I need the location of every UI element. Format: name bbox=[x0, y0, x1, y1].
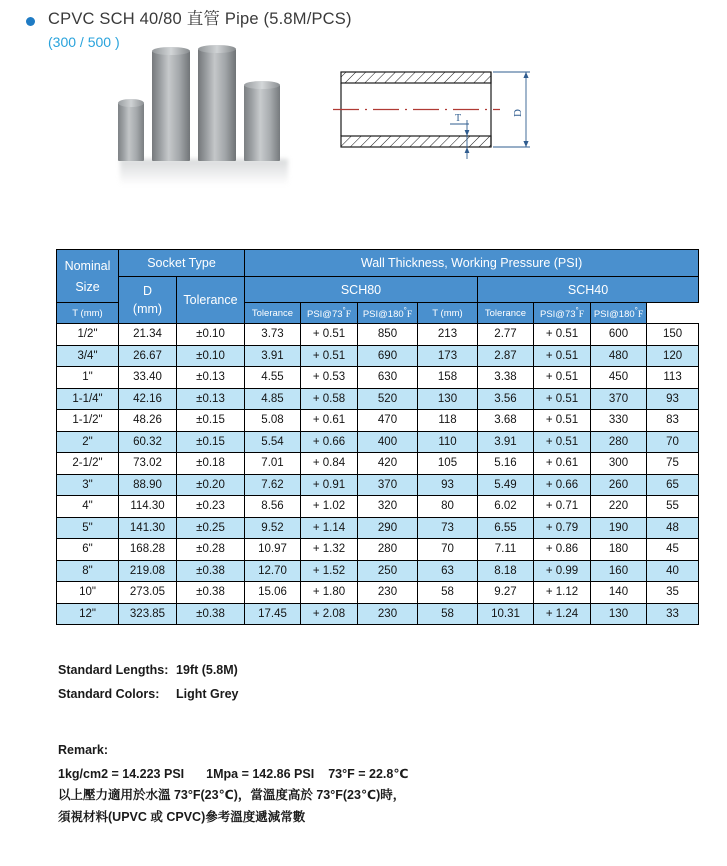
table-cell: 105 bbox=[418, 453, 478, 475]
table-row bbox=[57, 560, 699, 582]
table-cell: 5.08 bbox=[245, 410, 301, 432]
remark-line-2: 以上壓力適用於水溫 73°F(23℃)，當溫度高於 73°F(23℃)時， bbox=[58, 788, 406, 802]
table-cell: 420 bbox=[358, 453, 418, 475]
table-cell: 65 bbox=[647, 474, 699, 496]
table-cell: 3.91 bbox=[245, 345, 301, 367]
table-cell: 8.18 bbox=[478, 560, 534, 582]
table-cell: 58 bbox=[418, 603, 478, 625]
table-cell: 280 bbox=[358, 539, 418, 561]
table-cell: 114.30 bbox=[119, 496, 177, 518]
table-cell: 83 bbox=[647, 410, 699, 432]
table-cell: ±0.13 bbox=[177, 367, 245, 389]
table-row bbox=[57, 410, 699, 432]
pipe-reflection bbox=[120, 159, 288, 185]
table-cell: 3.91 bbox=[478, 431, 534, 453]
cell-nominal-size: 6" bbox=[57, 539, 119, 561]
table-cell: 120 bbox=[647, 345, 699, 367]
standard-lengths-label: Standard Lengths: bbox=[58, 663, 169, 677]
th-sch80: SCH80 bbox=[245, 277, 478, 303]
table-cell: 33 bbox=[647, 603, 699, 625]
th-socket-tolerance: Tolerance bbox=[177, 277, 245, 324]
table-row bbox=[57, 539, 699, 561]
table-cell: 9.27 bbox=[478, 582, 534, 604]
cell-nominal-size: 5" bbox=[57, 517, 119, 539]
table-cell: ±0.23 bbox=[177, 496, 245, 518]
table-cell: 7.01 bbox=[245, 453, 301, 475]
table-cell: 173 bbox=[418, 345, 478, 367]
table-cell: 4.55 bbox=[245, 367, 301, 389]
table-cell: 480 bbox=[591, 345, 647, 367]
table-row bbox=[57, 517, 699, 539]
table-cell: 2.77 bbox=[478, 324, 534, 346]
table-cell: 260 bbox=[591, 474, 647, 496]
table-cell: + 0.91 bbox=[301, 474, 358, 496]
table-cell: 190 bbox=[591, 517, 647, 539]
table-row bbox=[57, 496, 699, 518]
table-row bbox=[57, 367, 699, 389]
table-cell: + 0.71 bbox=[534, 496, 591, 518]
table-row bbox=[57, 388, 699, 410]
pipe-segment bbox=[244, 85, 280, 161]
table-cell: + 0.61 bbox=[534, 453, 591, 475]
table-cell: + 0.53 bbox=[301, 367, 358, 389]
table-cell: 180 bbox=[591, 539, 647, 561]
cell-nominal-size: 1/2" bbox=[57, 324, 119, 346]
table-cell: + 1.14 bbox=[301, 517, 358, 539]
remark-kgcm2: 1kg/cm2 = 14.223 PSI bbox=[58, 766, 185, 781]
table-cell: 230 bbox=[358, 582, 418, 604]
th-sch80-psi180: PSI@180°F bbox=[358, 303, 418, 324]
specification-table bbox=[56, 249, 699, 625]
table-cell: 320 bbox=[358, 496, 418, 518]
table-cell: 520 bbox=[358, 388, 418, 410]
standard-lengths-row bbox=[58, 663, 239, 677]
pipe-segment bbox=[118, 103, 144, 161]
th-socket-type: Socket Type bbox=[119, 250, 245, 277]
th-nominal-line1: Nominal bbox=[64, 258, 111, 273]
table-cell: + 1.80 bbox=[301, 582, 358, 604]
table-cell: 80 bbox=[418, 496, 478, 518]
table-cell: 850 bbox=[358, 324, 418, 346]
table-cell: + 0.66 bbox=[301, 431, 358, 453]
standard-lengths-value: 19ft (5.8M) bbox=[176, 663, 238, 677]
table-cell: 42.16 bbox=[119, 388, 177, 410]
table-cell: 600 bbox=[591, 324, 647, 346]
table-cell: 3.68 bbox=[478, 410, 534, 432]
specification-table-container bbox=[56, 249, 698, 625]
table-cell: 93 bbox=[647, 388, 699, 410]
specification-table-body bbox=[57, 324, 699, 625]
th-d-unit: (mm) bbox=[132, 302, 163, 316]
table-cell: 160 bbox=[591, 560, 647, 582]
table-cell: 4.85 bbox=[245, 388, 301, 410]
table-cell: 73 bbox=[418, 517, 478, 539]
table-cell: 12.70 bbox=[245, 560, 301, 582]
th-wall-group: Wall Thickness, Working Pressure (PSI) bbox=[245, 250, 699, 277]
table-cell: 250 bbox=[358, 560, 418, 582]
th-sch80-t: T (mm) bbox=[57, 303, 119, 324]
table-cell: 230 bbox=[358, 603, 418, 625]
table-cell: 17.45 bbox=[245, 603, 301, 625]
table-cell: 60.32 bbox=[119, 431, 177, 453]
table-cell: 7.62 bbox=[245, 474, 301, 496]
table-cell: 7.11 bbox=[478, 539, 534, 561]
cell-nominal-size: 1-1/4" bbox=[57, 388, 119, 410]
table-cell: 630 bbox=[358, 367, 418, 389]
table-cell: 290 bbox=[358, 517, 418, 539]
table-cell: ±0.10 bbox=[177, 345, 245, 367]
table-cell: 130 bbox=[591, 603, 647, 625]
table-cell: ±0.15 bbox=[177, 410, 245, 432]
pipe-segment bbox=[198, 49, 236, 161]
remark-conversions bbox=[58, 764, 408, 786]
remark-block bbox=[58, 740, 408, 828]
cell-nominal-size: 3/4" bbox=[57, 345, 119, 367]
th-d: D bbox=[142, 284, 153, 298]
table-cell: + 0.51 bbox=[301, 324, 358, 346]
cell-nominal-size: 2-1/2" bbox=[57, 453, 119, 475]
th-sch80-psi73: PSI@73°F bbox=[301, 303, 358, 324]
table-row bbox=[57, 582, 699, 604]
th-sch40: SCH40 bbox=[478, 277, 699, 303]
table-cell: + 0.51 bbox=[534, 410, 591, 432]
table-cell: 40 bbox=[647, 560, 699, 582]
table-cell: + 1.24 bbox=[534, 603, 591, 625]
table-cell: ±0.20 bbox=[177, 474, 245, 496]
table-cell: 45 bbox=[647, 539, 699, 561]
table-cell: + 1.02 bbox=[301, 496, 358, 518]
table-cell: 110 bbox=[418, 431, 478, 453]
th-sch40-psi180: PSI@180°F bbox=[591, 303, 647, 324]
table-cell: 400 bbox=[358, 431, 418, 453]
cell-nominal-size: 4" bbox=[57, 496, 119, 518]
table-cell: + 1.52 bbox=[301, 560, 358, 582]
table-cell: 450 bbox=[591, 367, 647, 389]
table-cell: 21.34 bbox=[119, 324, 177, 346]
table-cell: ±0.10 bbox=[177, 324, 245, 346]
table-cell: + 0.58 bbox=[301, 388, 358, 410]
table-cell: + 0.51 bbox=[534, 367, 591, 389]
table-cell: + 0.51 bbox=[534, 431, 591, 453]
table-cell: + 0.79 bbox=[534, 517, 591, 539]
table-cell: 15.06 bbox=[245, 582, 301, 604]
th-d-mm bbox=[119, 277, 177, 324]
table-cell: 220 bbox=[591, 496, 647, 518]
table-cell: ±0.15 bbox=[177, 431, 245, 453]
table-cell: 130 bbox=[418, 388, 478, 410]
th-nominal-line2: Size bbox=[75, 279, 100, 294]
table-cell: 10.97 bbox=[245, 539, 301, 561]
standard-specs bbox=[58, 663, 239, 711]
table-cell: 158 bbox=[418, 367, 478, 389]
table-cell: 330 bbox=[591, 410, 647, 432]
cell-nominal-size: 12" bbox=[57, 603, 119, 625]
table-cell: 5.54 bbox=[245, 431, 301, 453]
table-cell: + 1.12 bbox=[534, 582, 591, 604]
table-cell: 9.52 bbox=[245, 517, 301, 539]
table-cell: 48.26 bbox=[119, 410, 177, 432]
table-cell: 5.49 bbox=[478, 474, 534, 496]
table-cell: 3.56 bbox=[478, 388, 534, 410]
table-cell: 6.55 bbox=[478, 517, 534, 539]
table-cell: 70 bbox=[418, 539, 478, 561]
table-cell: ±0.13 bbox=[177, 388, 245, 410]
table-cell: 70 bbox=[647, 431, 699, 453]
cell-nominal-size: 10" bbox=[57, 582, 119, 604]
table-cell: 93 bbox=[418, 474, 478, 496]
table-cell: ±0.38 bbox=[177, 582, 245, 604]
table-cell: + 2.08 bbox=[301, 603, 358, 625]
th-sch40-psi73: PSI@73°F bbox=[534, 303, 591, 324]
table-cell: + 0.66 bbox=[534, 474, 591, 496]
table-row bbox=[57, 345, 699, 367]
table-cell: 88.90 bbox=[119, 474, 177, 496]
table-cell: 73.02 bbox=[119, 453, 177, 475]
table-cell: ±0.38 bbox=[177, 560, 245, 582]
pipe-segment bbox=[152, 51, 190, 161]
table-cell: 63 bbox=[418, 560, 478, 582]
pipe-photo bbox=[118, 58, 288, 193]
table-cell: + 0.99 bbox=[534, 560, 591, 582]
table-cell: + 1.32 bbox=[301, 539, 358, 561]
table-cell: 5.16 bbox=[478, 453, 534, 475]
table-cell: + 0.86 bbox=[534, 539, 591, 561]
dimension-label-t: T bbox=[454, 113, 462, 124]
cell-nominal-size: 3" bbox=[57, 474, 119, 496]
table-cell: 150 bbox=[647, 324, 699, 346]
table-cell: ±0.25 bbox=[177, 517, 245, 539]
remark-temp: 73°F = 22.8℃ bbox=[328, 766, 409, 781]
table-cell: 113 bbox=[647, 367, 699, 389]
cell-nominal-size: 8" bbox=[57, 560, 119, 582]
table-cell: 141.30 bbox=[119, 517, 177, 539]
cell-nominal-size: 1-1/2" bbox=[57, 410, 119, 432]
table-cell: 690 bbox=[358, 345, 418, 367]
standard-colors-label: Standard Colors: bbox=[58, 687, 160, 701]
bullet-icon bbox=[26, 17, 35, 26]
table-cell: 48 bbox=[647, 517, 699, 539]
cell-nominal-size: 2" bbox=[57, 431, 119, 453]
table-cell: 35 bbox=[647, 582, 699, 604]
table-cell: 168.28 bbox=[119, 539, 177, 561]
table-row bbox=[57, 474, 699, 496]
table-cell: 3.38 bbox=[478, 367, 534, 389]
table-cell: 8.56 bbox=[245, 496, 301, 518]
table-row bbox=[57, 324, 699, 346]
table-cell: 470 bbox=[358, 410, 418, 432]
table-cell: + 0.61 bbox=[301, 410, 358, 432]
table-cell: 370 bbox=[358, 474, 418, 496]
table-cell: + 0.51 bbox=[534, 324, 591, 346]
th-sch40-t: T (mm) bbox=[418, 303, 478, 324]
pipe-cross-section-drawing bbox=[330, 58, 560, 178]
table-cell: + 0.51 bbox=[534, 345, 591, 367]
table-cell: 10.31 bbox=[478, 603, 534, 625]
table-cell: ±0.38 bbox=[177, 603, 245, 625]
table-cell: 3.73 bbox=[245, 324, 301, 346]
th-sch40-tolerance: Tolerance bbox=[478, 303, 534, 324]
remark-title: Remark: bbox=[58, 743, 109, 757]
page-title-block bbox=[26, 8, 352, 51]
table-cell: 280 bbox=[591, 431, 647, 453]
table-cell: 75 bbox=[647, 453, 699, 475]
table-cell: 55 bbox=[647, 496, 699, 518]
th-nominal-size bbox=[57, 250, 119, 303]
table-cell: + 0.51 bbox=[301, 345, 358, 367]
table-cell: 118 bbox=[418, 410, 478, 432]
table-row bbox=[57, 431, 699, 453]
table-cell: + 0.84 bbox=[301, 453, 358, 475]
table-cell: 26.67 bbox=[119, 345, 177, 367]
table-cell: 300 bbox=[591, 453, 647, 475]
dimension-label-d: D bbox=[512, 109, 524, 117]
table-cell: 323.85 bbox=[119, 603, 177, 625]
table-cell: 273.05 bbox=[119, 582, 177, 604]
table-cell: 370 bbox=[591, 388, 647, 410]
table-cell: 2.87 bbox=[478, 345, 534, 367]
table-cell: 219.08 bbox=[119, 560, 177, 582]
table-row bbox=[57, 453, 699, 475]
table-cell: 140 bbox=[591, 582, 647, 604]
table-cell: 58 bbox=[418, 582, 478, 604]
th-sch80-tolerance: Tolerance bbox=[245, 303, 301, 324]
cell-nominal-size: 1" bbox=[57, 367, 119, 389]
page-subtitle: (300 / 500 ) bbox=[48, 34, 120, 51]
table-cell: ±0.18 bbox=[177, 453, 245, 475]
standard-colors-value: Light Grey bbox=[176, 687, 239, 701]
remark-mpa: 1Mpa = 142.86 PSI bbox=[206, 766, 315, 781]
table-row bbox=[57, 603, 699, 625]
table-cell: + 0.51 bbox=[534, 388, 591, 410]
table-cell: 33.40 bbox=[119, 367, 177, 389]
remark-line-3: 須視材料(UPVC 或 CPVC)參考溫度遞減常數 bbox=[58, 809, 306, 824]
table-cell: 213 bbox=[418, 324, 478, 346]
table-cell: 6.02 bbox=[478, 496, 534, 518]
page-title: CPVC SCH 40/80 直管 Pipe (5.8M/PCS) bbox=[48, 10, 352, 28]
standard-colors-row bbox=[58, 687, 239, 701]
table-cell: ±0.28 bbox=[177, 539, 245, 561]
